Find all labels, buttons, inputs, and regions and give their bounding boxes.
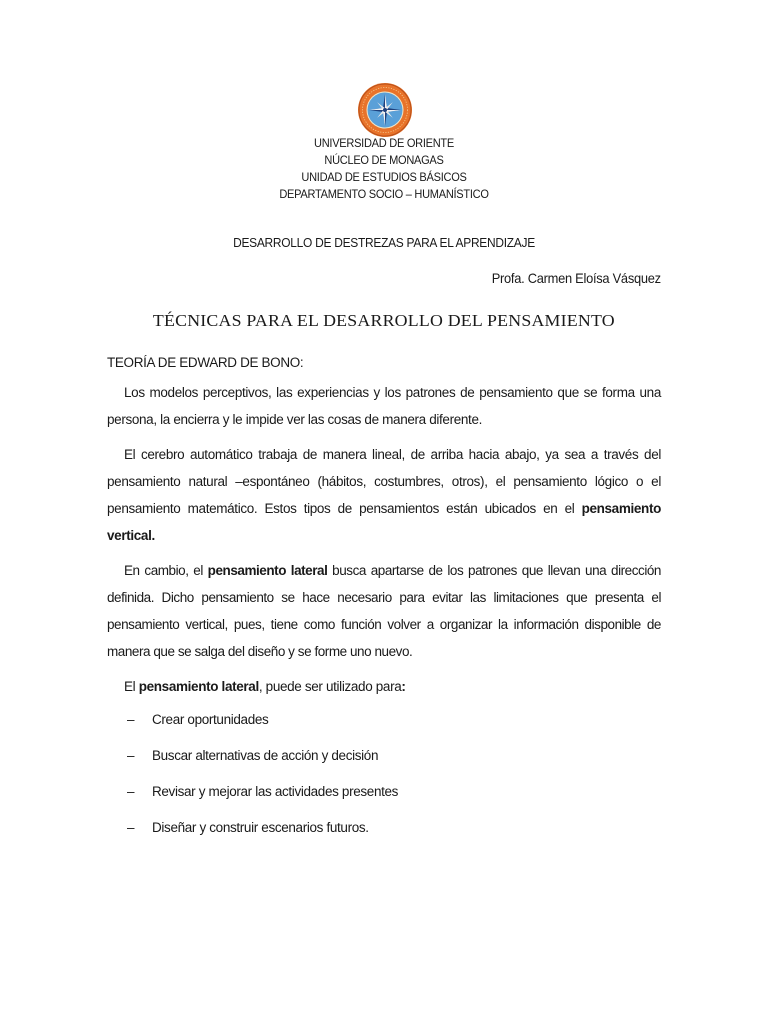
paragraph-3-post: busca apartarse de los patrones que llevan una dirección definida. Dicho pensamiento se hace necesario para evitar las limitaciones que presenta el pensamiento vertical, pues, tiene como función volver a organizar la información disponible de manera que se salga del diseño y se forme uno nuevo. bbox=[107, 563, 661, 659]
list-item-text: Buscar alternativas de acción y decisión bbox=[152, 748, 379, 763]
lateral-thinking-bold: pensamiento lateral bbox=[207, 563, 328, 578]
vertical-thinking-bold: pensamiento vertical. bbox=[107, 501, 661, 543]
paragraph-4-pre: El bbox=[124, 679, 139, 694]
list-bullet: – bbox=[127, 820, 135, 835]
paragraph-4-post: , puede ser utilizado para bbox=[258, 679, 402, 694]
paragraph-2-text: El cerebro automático trabaja de manera lineal, de arriba hacia abajo, ya sea a través del pensamiento natural –espontáneo (hábitos, costumbres, otros), el pensamiento lógico o el pensamiento matemático. Estos tipos de pensamientos están ubicados en el bbox=[107, 447, 661, 516]
list-item-text: Revisar y mejorar las actividades presentes bbox=[152, 784, 399, 799]
lateral-thinking-bold-2: pensamiento lateral bbox=[138, 679, 259, 694]
document-title bbox=[0, 311, 768, 331]
university-seal-logo bbox=[357, 82, 413, 138]
list-item-text: Diseñar y construir escenarios futuros. bbox=[152, 820, 369, 835]
uses-list bbox=[107, 706, 661, 850]
paragraph-3-pre: En cambio, el bbox=[124, 563, 208, 578]
header-university: UNIVERSIDAD DE ORIENTE bbox=[314, 136, 454, 150]
paragraph-3 bbox=[107, 557, 661, 665]
list-item-text: Crear oportunidades bbox=[152, 712, 269, 727]
paragraph-4-colon: : bbox=[401, 679, 406, 694]
list-item bbox=[107, 814, 661, 850]
professor-name: Profa. Carmen Eloísa Vásquez bbox=[491, 270, 661, 286]
paragraph-1: Los modelos perceptivos, las experiencias y los patrones de pensamiento que se forma una persona, la encierra y le impide ver las cosas de manera diferente. bbox=[107, 385, 661, 427]
document-title-text: TÉCNICAS PARA EL DESARROLLO DEL PENSAMIENTO bbox=[153, 311, 615, 330]
header-department: DEPARTAMENTO SOCIO – HUMANÍSTICO bbox=[279, 187, 489, 201]
list-bullet: – bbox=[127, 712, 135, 727]
list-item bbox=[107, 706, 661, 742]
header-nucleus: NÚCLEO DE MONAGAS bbox=[324, 153, 444, 167]
paragraph-2 bbox=[107, 441, 661, 549]
institution-header bbox=[31, 135, 738, 203]
header-unit: UNIDAD DE ESTUDIOS BÁSICOS bbox=[301, 170, 467, 184]
paragraph-4 bbox=[107, 673, 661, 700]
list-bullet: – bbox=[127, 784, 135, 799]
theory-heading: TEORÍA DE EDWARD DE BONO: bbox=[107, 355, 304, 370]
document-body bbox=[107, 349, 661, 850]
course-name: DESARROLLO DE DESTREZAS PARA EL APRENDIZAJE bbox=[233, 235, 535, 250]
list-item bbox=[107, 742, 661, 778]
list-item bbox=[107, 778, 661, 814]
list-bullet: – bbox=[127, 748, 135, 763]
